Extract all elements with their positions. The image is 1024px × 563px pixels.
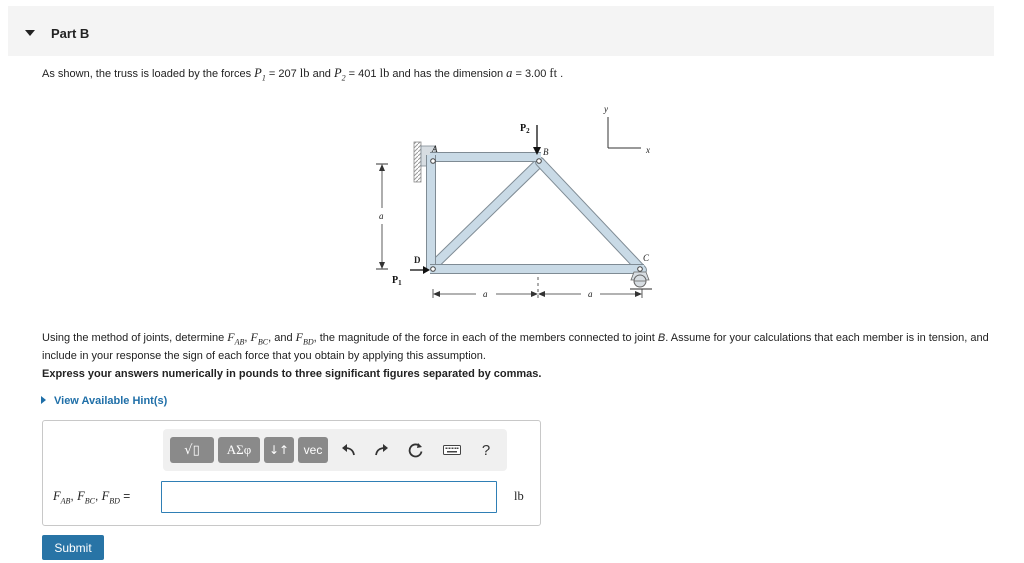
- express-answer-instruction: Express your answers numerically in pounds to three significant figures separated by commas.: [42, 368, 542, 380]
- label-B: B: [543, 147, 549, 157]
- p2-symbol: $P_2$: [333, 66, 346, 83]
- undo-icon[interactable]: [337, 438, 359, 462]
- p2-value: 401: [358, 68, 377, 80]
- instructions-text: Using the method of joints, determine $F_{AB}$, $F_{BC}$, and $F_{BD}$, the magnitude of the force in each of the members connected to joint B. Assume for your calculations that each member is in tension, and include in your response the sign of each force that you obtain by applying this assumption.: [42, 330, 989, 363]
- a-value: 3.00: [524, 68, 547, 80]
- submit-button[interactable]: Submit: [42, 535, 104, 560]
- joint-pins: [431, 159, 643, 272]
- expand-triangle-icon: [41, 396, 46, 404]
- subscript-superscript-button[interactable]: ↓↑: [264, 437, 294, 463]
- a-symbol: a: [506, 66, 513, 80]
- axis-y-label: y: [604, 104, 608, 114]
- roller-support-C: [630, 272, 652, 289]
- redo-icon[interactable]: [371, 438, 393, 462]
- label-a-vertical: a: [379, 211, 384, 221]
- label-P1: $P_1$: [392, 275, 402, 287]
- answer-label: $F_{AB}$, $F_{BC}$, $F_{BD}$ =: [53, 489, 131, 506]
- label-P2: $P_2$: [520, 123, 530, 135]
- problem-statement: As shown, the truss is loaded by the forces $P_1 = 207$ lb and $P_2 = 401$ lb and has the dimension a = 3.00 ft .: [42, 66, 564, 83]
- part-title: Part B: [51, 26, 90, 41]
- p1-symbol: $P_1$: [254, 66, 266, 83]
- label-A: A: [432, 144, 438, 154]
- axis-x-label: x: [646, 145, 650, 155]
- a-unit: ft: [549, 66, 558, 80]
- part-header[interactable]: [8, 6, 994, 56]
- label-D: D: [414, 255, 421, 265]
- math-toolbar: [163, 429, 507, 471]
- templates-button[interactable]: √▯: [170, 437, 214, 463]
- dimension-horizontal-a: [433, 277, 642, 300]
- truss-figure: [370, 100, 670, 305]
- p1-value: 207: [278, 68, 297, 80]
- keyboard-icon[interactable]: [441, 438, 463, 462]
- answer-input[interactable]: [161, 481, 497, 513]
- answer-unit: lb: [514, 489, 524, 503]
- collapse-triangle-icon[interactable]: [25, 30, 35, 36]
- label-a-right: a: [588, 289, 593, 299]
- vector-button[interactable]: vec: [298, 437, 328, 463]
- p1-unit: lb: [299, 66, 310, 80]
- reset-icon[interactable]: [405, 438, 427, 462]
- symbols-button[interactable]: ΑΣφ: [218, 437, 260, 463]
- p2-unit: lb: [379, 66, 390, 80]
- f-bd-symbol: $F_{BD}$: [295, 330, 314, 347]
- coordinate-axes: [608, 117, 641, 148]
- label-a-left: a: [483, 289, 488, 299]
- f-bc-symbol: $F_{BC}$: [250, 330, 269, 347]
- help-icon[interactable]: ?: [481, 441, 491, 459]
- view-hints-link[interactable]: View Available Hint(s): [41, 395, 167, 407]
- joint-name: B: [657, 332, 666, 344]
- force-arrow-P2: [533, 125, 541, 155]
- label-C: C: [643, 253, 650, 263]
- f-ab-symbol: $F_{AB}$: [227, 330, 245, 347]
- answer-box: [42, 420, 541, 526]
- truss-members: [430, 155, 644, 270]
